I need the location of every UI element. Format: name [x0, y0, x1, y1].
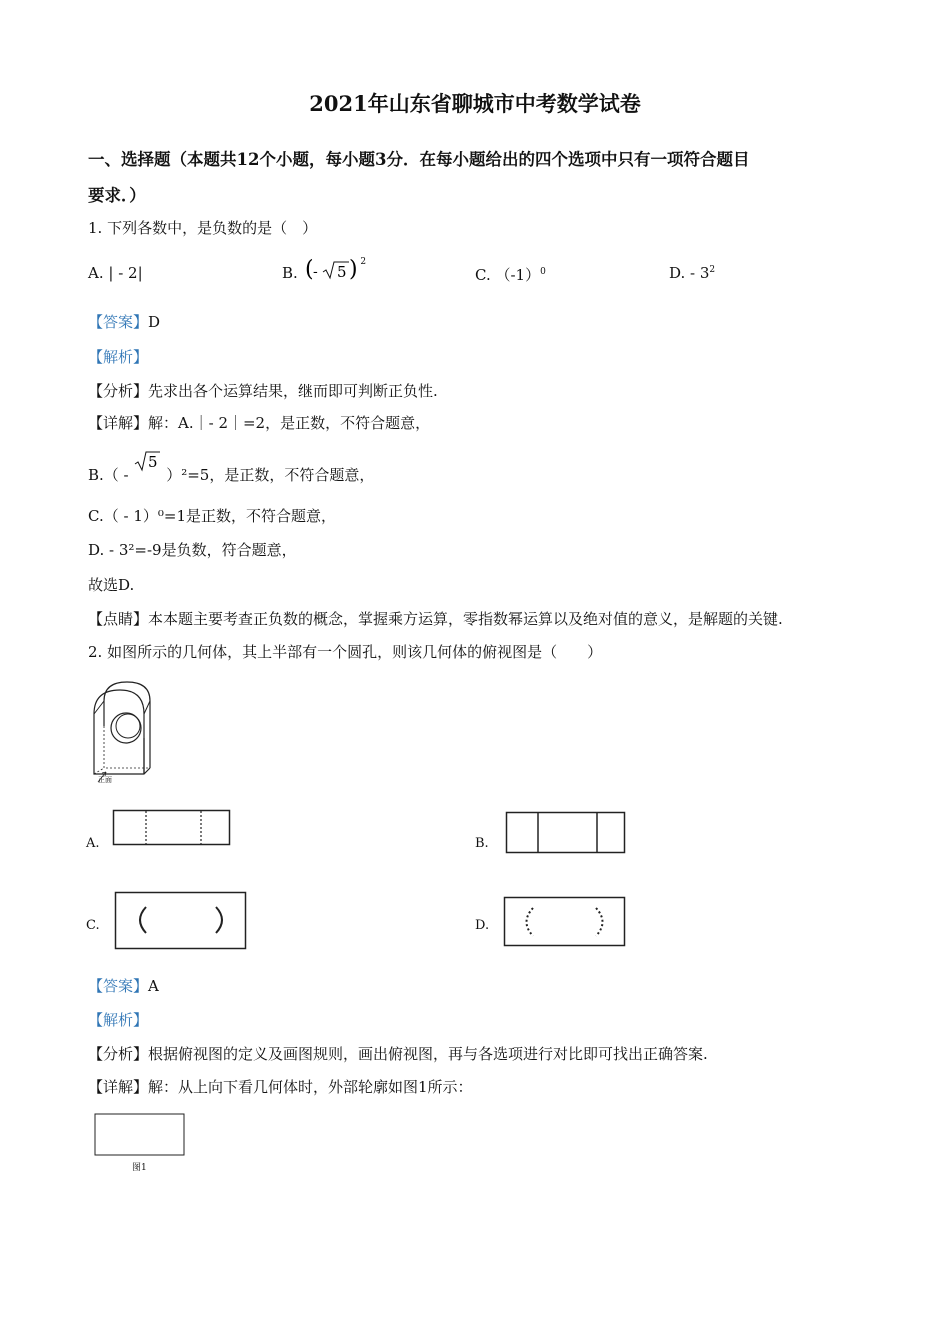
- q1-option-c: [475, 264, 546, 285]
- q1-option-d-text: D. - 3: [669, 264, 710, 282]
- front-face-label: 正面: [98, 776, 112, 784]
- q1-option-a: A. | - 2|: [88, 264, 143, 282]
- page-title: 2021年山东省聊城市中考数学试卷: [309, 91, 641, 116]
- q1-option-c-text: C. （-1）: [475, 266, 541, 284]
- q1-option-b-label: B.: [282, 264, 298, 282]
- q2-analysis-tag: 【解析】: [88, 1011, 149, 1029]
- q2-option-c-label: C.: [86, 918, 100, 933]
- q1-analysis-tag: 【解析】: [88, 348, 149, 366]
- q1-detail-b-suffix: ）²=5，是正数，不符合题意，: [166, 466, 375, 484]
- geometric-solid-figure: [86, 676, 176, 791]
- q1-fenxi: 【分析】先求出各个运算结果，继而即可判断正负性.: [88, 382, 438, 400]
- sqrt5-formula: [133, 448, 161, 476]
- answer-tag: 【答案】: [88, 313, 149, 331]
- q1-option-d-exponent: 2: [709, 265, 716, 275]
- q2-option-b-label: B.: [475, 836, 489, 851]
- q1-conclusion: 故选D.: [88, 576, 135, 594]
- q2-option-b-figure[interactable]: [505, 811, 627, 855]
- q2-option-c-figure[interactable]: [114, 891, 248, 951]
- figure-1-rectangle: [94, 1113, 186, 1157]
- section-heading: 一、选择题（本题共12个小题，每小题3分．在每小题给出的四个选项中只有一项符合题目: [88, 150, 750, 169]
- q2-detail: 【详解】解：从上向下看几何体时，外部轮廓如图1所示：: [88, 1078, 473, 1096]
- section-heading-cont: 要求．）: [88, 186, 146, 205]
- neg-sqrt5-formula: [303, 256, 365, 286]
- svg-text:5: 5: [336, 263, 347, 281]
- q2-fenxi: 【分析】根据俯视图的定义及画图规则，画出俯视图，再与各选项进行对比即可找出正确答案.: [88, 1045, 708, 1063]
- q1-option-b: [282, 256, 366, 286]
- q2-option-a-figure[interactable]: [112, 809, 232, 847]
- q1-detail-a: 【详解】解：A.｜- 2｜=2，是正数，不符合题意，: [88, 414, 431, 432]
- svg-text:-: -: [312, 264, 318, 280]
- q2-option-d-figure[interactable]: [503, 896, 627, 948]
- svg-text:(: (: [304, 257, 314, 282]
- q1-option-b-exponent: 2: [360, 257, 367, 267]
- answer-value: A: [148, 977, 159, 995]
- q2-option-d-label: D.: [475, 918, 490, 933]
- q1-detail-d: D. - 3²=-9是负数，符合题意，: [88, 541, 297, 559]
- q1-stem: 1. 下列各数中，是负数的是（ ）: [88, 219, 318, 237]
- q2-option-a-label: A.: [86, 836, 100, 851]
- answer-value: D: [148, 313, 161, 331]
- figure-1-caption: 图1: [132, 1163, 147, 1173]
- answer-tag: 【答案】: [88, 977, 149, 995]
- q1-dianjing: 【点睛】本本题主要考查正负数的概念，掌握乘方运算，零指数幂运算以及绝对值的意义，是解题的关键.: [88, 610, 783, 628]
- svg-text:): ): [348, 257, 358, 282]
- q1-detail-c: C.（ - 1）⁰=1是正数，不符合题意，: [88, 507, 336, 525]
- svg-text:5: 5: [148, 453, 158, 471]
- q1-option-d: [669, 264, 715, 282]
- q1-detail-b-prefix: B.（ -: [88, 466, 129, 484]
- q1-option-c-exponent: 0: [540, 267, 546, 277]
- q1-detail-b: [88, 448, 374, 485]
- q1-answer: [88, 311, 160, 332]
- q2-answer: [88, 975, 159, 996]
- q2-stem: 2. 如图所示的几何体，其上半部有一个圆孔，则该几何体的俯视图是（ ）: [88, 643, 603, 661]
